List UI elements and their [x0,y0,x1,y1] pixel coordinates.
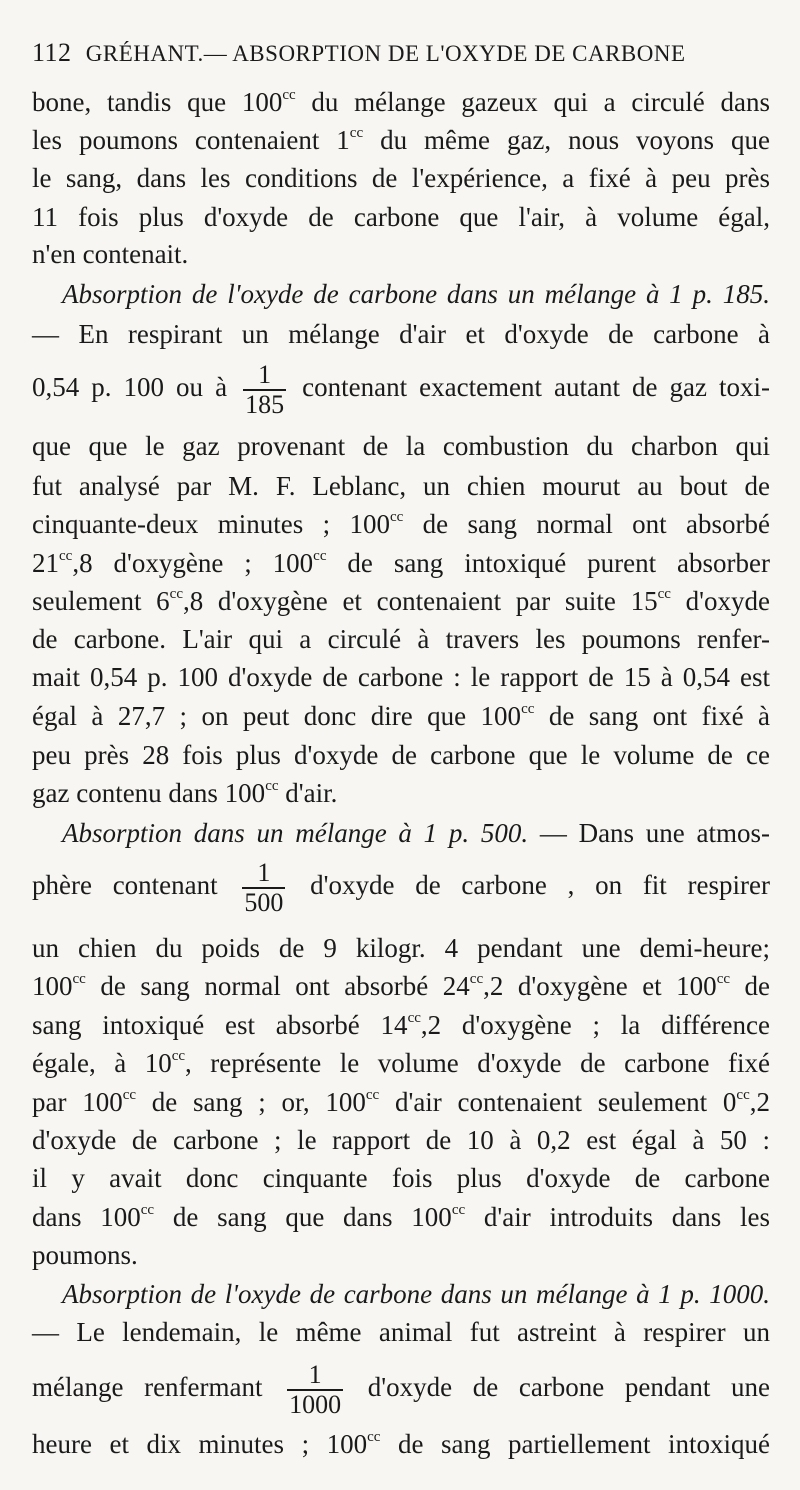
text-line: les poumons contenaient $1^{cc}$ du même gaz, nous voyons que [32,125,770,155]
text-line: par $100^{cc}$ de sang ; or, $100^{cc}$ d'air contenaient seulement $0^{cc},2$ [32,1087,770,1117]
text-line: heure et dix minutes ; $100^{cc}$ de sang partiellement intoxiqué [32,1429,770,1459]
fraction: $\frac{1}{1000}$ [289,1359,342,1419]
text-line-with-fraction: mélange renfermant $\frac{1}{1000}$ d'oxyde de carbone pendant une [32,1359,770,1419]
text-line: il y avait donc cinquante fois plus d'oxyde de carbone [32,1163,770,1193]
section-heading: Absorption dans un mélange à 1 p. 500. — Dans une atmos- [62,818,770,848]
text-line: poumons. [32,1240,138,1270]
section-heading: Absorption de l'oxyde de carbone dans un mélange à 1 p. 185. [62,279,770,309]
text-line: — Le lendemain, le même animal fut astreint à respirer un [32,1317,770,1347]
text-line: n'en contenait. [32,239,189,269]
text-line-with-fraction: phère contenant $\frac{1}{500}$ d'oxyde de carbone , on fit respirer [32,857,770,917]
text-line: 11 fois plus d'oxyde de carbone que l'air, à volume égal, [32,202,770,232]
text-line: gaz contenu dans $100^{cc}$ d'air. [32,778,338,808]
text-line: égale, à $10^{cc}$, représente le volume d'oxyde de carbone fixé [32,1048,771,1078]
page-number: 112 [32,38,72,67]
text-line: $100^{cc}$ de sang normal ont absorbé $24^{cc},2$ d'oxygène et $100^{cc}$ de [32,971,771,1001]
running-header [32,38,772,68]
text-line: égal à 27,7 ; on peut donc dire que $100^{cc}$ de sang ont fixé à [32,701,771,731]
text-line: cinquante-deux minutes ; $100^{cc}$ de sang normal ont absorbé [32,509,770,539]
text-line: que que le gaz provenant de la combustion du charbon qui [32,431,770,461]
text-line-with-fraction: 0,54 p. 100 ou à $\frac{1}{185}$ contenant exactement autant de gaz toxi- [32,359,771,419]
text-line: mait 0,54 p. 100 d'oxyde de carbone : le rapport de 15 à 0,54 est [32,662,770,692]
text-line: de carbone. L'air qui a circulé à travers les poumons renfer- [32,624,770,654]
fraction: $\frac{1}{185}$ [245,359,285,419]
text-line: sang intoxiqué est absorbé $14^{cc},2$ d'oxygène ; la différence [32,1010,770,1040]
section-heading: Absorption de l'oxyde de carbone dans un mélange à 1 p. 1000. [62,1279,770,1309]
text-line: bone, tandis que $100^{cc}$ du mélange gazeux qui a circulé dans [32,87,770,117]
text-line: dans $100^{cc}$ de sang que dans $100^{cc}$ d'air introduits dans les [32,1202,770,1232]
text-line: le sang, dans les conditions de l'expérience, a fixé à peu près [32,163,770,193]
text-line: fut analysé par M. F. Leblanc, un chien mourut au bout de [32,471,770,501]
text-line: d'oxyde de carbone ; le rapport de 10 à 0,2 est égal à 50 : [32,1125,770,1155]
text-line: seulement $6^{cc},8$ d'oxygène et contenaient par suite $15^{cc}$ d'oxyde [32,586,770,616]
running-title: GRÉHANT.— ABSORPTION DE L'OXYDE DE CARBONE [85,41,686,66]
fraction: $\frac{1}{500}$ [244,857,284,917]
text-line: — En respirant un mélange d'air et d'oxyde de carbone à [32,319,770,349]
text-line: un chien du poids de 9 kilogr. 4 pendant une demi-heure; [32,933,770,963]
text-line: peu près 28 fois plus d'oxyde de carbone que le volume de ce [32,740,770,770]
text-line: $21^{cc},8$ d'oxygène ; $100^{cc}$ de sang intoxiqué purent absorber [32,548,770,578]
